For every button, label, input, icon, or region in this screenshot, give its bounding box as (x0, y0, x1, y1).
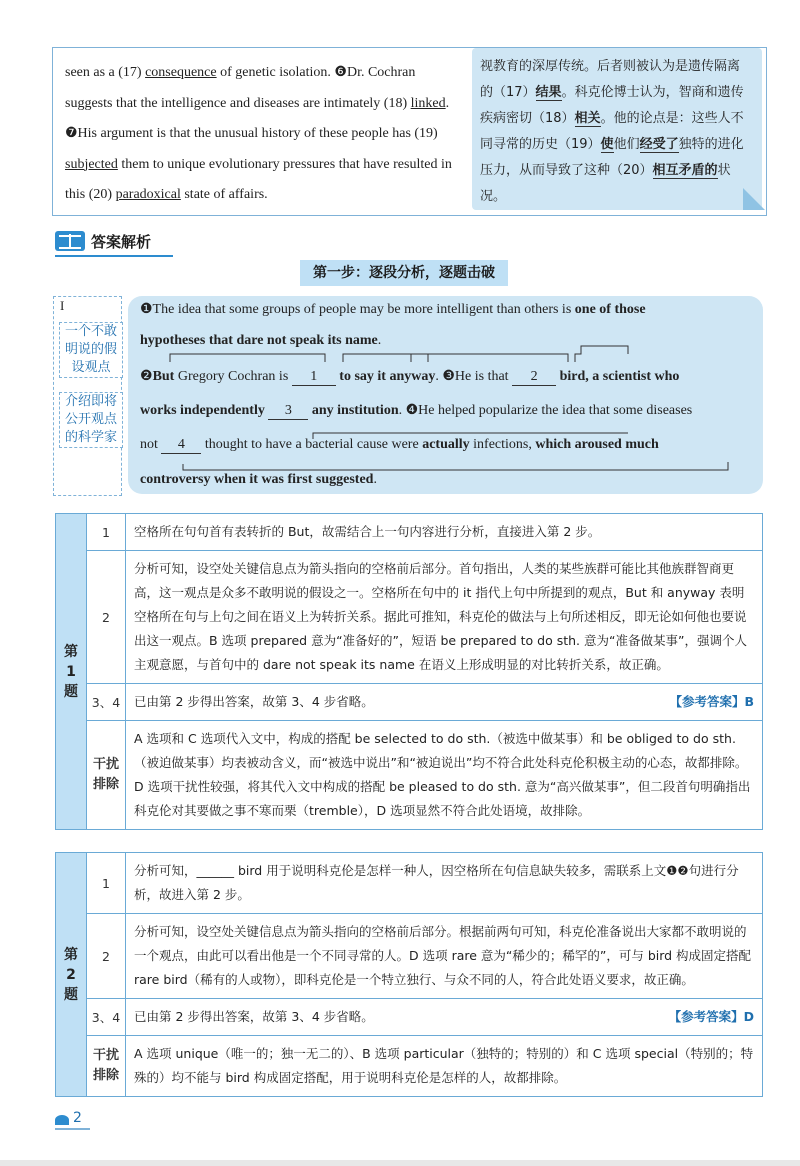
text: them to unique evolutionary pressures that have resulted in this (20) (65, 156, 452, 202)
table-row (56, 684, 763, 721)
blank-2: 2 (512, 369, 556, 386)
analysis-line-4 (140, 402, 692, 420)
question-label (56, 853, 87, 1097)
reference-answer: 【参考答案】B (669, 694, 754, 709)
bottom-edge (0, 1160, 800, 1166)
distractor-label: 干扰 排除 (87, 1036, 126, 1097)
question-label (56, 514, 87, 830)
step-number: 2 (87, 914, 126, 999)
key-phrase: say it anyway (354, 369, 436, 384)
distractor-label: 干扰 排除 (87, 721, 126, 830)
table-row (56, 999, 763, 1036)
book-icon (55, 231, 85, 251)
step-text: 分析可知，设空处关键信息点为箭头指向的空格前后部分。首句指出，人类的某些族群可能比其他族群智商更高，这一观点是众多不敢明说的假设之一。空格所在句中的 it 指代上句中所提到的观点，But 和 anyway 表明空格所在句与上句之间在语义上为转折关系。据此可推知，科克伦的做法与上句所述相反，即无论如何他也要说出这一观点。B 选项 prepared 意为“准备好的”，短语 be prepared to do sth. 意为“准备做某事”，强调个人主观意愿，与首句中的 dare not speak its name 在语义上形成明显的对比转折关系，故正确。 (126, 551, 763, 684)
key-phrase: controversy when it was first suggested (140, 472, 374, 487)
page-number-underline (55, 1128, 90, 1130)
table-row (56, 514, 763, 551)
distractor-text: A 选项和 C 选项代入文中，构成的搭配 be selected to do sth.（被选中做某事）和 be obliged to do sth.（被迫做某事）均表被动含义，而“被选中说出”和“被迫说出”均不符合此处科克伦积极主动的心态，故都排除。D 选项干扰性较强，将其代入文中构成的搭配 be pleased to do sth. 意为“高兴做某事”，但二段首句明确指出科克伦对其要做之事不寒而栗（tremble），D 选项显然不符合此处语境，故排除。 (126, 721, 763, 830)
header-underline (55, 255, 173, 257)
question-1-table (55, 513, 763, 830)
key-phrase: to (335, 369, 355, 384)
text: ❷ (140, 369, 153, 384)
text: 独特的进化压力，从而导致了这种（20） (480, 137, 744, 178)
key-word: 相关 (574, 111, 601, 126)
distractor-text: A 选项 unique（唯一的；独一无二的）、B 选项 particular（独特的；特别的）和 C 选项 special（特别的；特殊的）均不能与 bird 构成固定搭配，用于说明科克伦是怎样的人，故都排除。 (126, 1036, 763, 1097)
step-number: 2 (87, 551, 126, 684)
underlined-word: subjected (65, 156, 118, 172)
text: 。他的论点是：这些人不同寻常的历史（19） (480, 111, 744, 152)
analysis-line-1 (140, 301, 646, 318)
key-phrase: bird (556, 369, 586, 384)
analysis-line-5 (140, 437, 659, 454)
underlined-word: paradoxical (115, 187, 181, 202)
table-row (56, 1036, 763, 1097)
step-text: 空格所在句句首有表转折的 But，故需结合上一句内容进行分析，直接进入第 2 步。 (126, 514, 763, 551)
analysis-line-2 (140, 333, 381, 349)
text: 视教育的深厚传统。后者则被认为是遗传隔离的（17） (480, 59, 741, 100)
text: 他们 (613, 137, 640, 152)
text: seen as a (17) (65, 65, 146, 80)
underlined-word: consequence (145, 65, 217, 80)
page-fold-decoration (743, 188, 765, 210)
key-phrase: one of those (574, 302, 646, 317)
step-text: 分析可知，______ bird 用于说明科克伦是怎样一种人，因空格所在句信息缺失较多，需联系上文❶❷句进行分析，故进入第 2 步。 (126, 853, 763, 914)
text: Gregory Cochran is (174, 369, 292, 384)
question-2-table (55, 852, 763, 1097)
blank-1: 1 (292, 369, 336, 386)
reference-answer: 【参考答案】D (668, 1009, 754, 1024)
key-phrase: hypotheses that dare not speak its name (140, 333, 378, 348)
question-label-text: 第 2 题 (64, 946, 78, 1003)
page-number: 2 (73, 1110, 82, 1126)
step-number: 1 (87, 514, 126, 551)
key-word: 相互矛盾的 (652, 163, 718, 178)
blank-4: 4 (161, 437, 201, 454)
step-title: 第一步：逐段分析，逐题击破 (300, 260, 508, 286)
text: . ❸He is that (435, 369, 513, 384)
section-header (55, 229, 151, 253)
blank-3: 3 (268, 403, 308, 420)
step-number: 1 (87, 853, 126, 914)
table-row (56, 721, 763, 830)
key-phrase: any institution (308, 403, 399, 418)
question-label-text: 第 1 题 (64, 643, 78, 700)
step-number: 3、4 (87, 684, 126, 721)
key-phrase: which aroused much (535, 437, 659, 452)
step-number: 3、4 (87, 999, 126, 1036)
table-row (56, 914, 763, 999)
key-word: 使 (600, 137, 614, 152)
key-word: 经受了 (639, 137, 679, 152)
step-text-content: 已由第 2 步得出答案，故第 3、4 步省略。 (134, 1009, 374, 1024)
key-phrase: , a scientist who (585, 369, 680, 384)
text: . ❼His argument is that the unusual history of these people has (19) (65, 95, 450, 141)
section-title: 答案解析 (91, 232, 152, 251)
key-phrase: But (152, 369, 175, 384)
text: state of affairs. (180, 187, 268, 202)
paragraph-number: I (60, 298, 65, 313)
analysis-line-3 (140, 368, 679, 386)
text: 。科克伦博士认为，智商和遗传疾病密切（18） (480, 85, 744, 126)
text: . ❹He helped popularize the idea that some diseases (398, 403, 693, 418)
analysis-line-6 (140, 472, 377, 488)
step-text (126, 999, 763, 1036)
underlined-word: linked (410, 95, 446, 111)
step-text (126, 684, 763, 721)
text: . (373, 472, 377, 487)
table-row (56, 551, 763, 684)
key-phrase: actually (422, 437, 470, 452)
text: . (377, 333, 382, 348)
chinese-translation (472, 48, 762, 210)
text: not (140, 437, 162, 452)
key-phrase: works independently (140, 403, 269, 418)
text: thought to have a bacterial cause were (201, 437, 423, 452)
table-row (56, 853, 763, 914)
page-icon (55, 1115, 69, 1125)
step-text-content: 已由第 2 步得出答案，故第 3、4 步省略。 (134, 694, 374, 709)
arrow-annotations (128, 296, 763, 494)
side-note-scientist: 介绍即将公开观点的科学家 (59, 392, 123, 448)
text: of genetic isolation. ❻Dr. Cochran suggests that the intelligence and diseases are intimately (18) (65, 65, 416, 111)
step-text: 分析可知，设空处关键信息点为箭头指向的空格前后部分。根据前两句可知，科克伦准备说出大家都不敢明说的一个观点，由此可以看出他是一个不同寻常的人。D 选项 rare 意为“稀少的；稀罕的”，可与 bird 构成固定搭配 rare bird（稀有的人或物），即科克伦是一个特立独行、与众不同的人，符合此处语义要求，故正确。 (126, 914, 763, 999)
side-note-hypothesis: 一个不敢明说的假设观点 (59, 322, 123, 378)
key-word: 结果 (535, 85, 562, 100)
text: ❶The idea that some groups of people may be more intelligent than others is (140, 302, 575, 317)
english-passage (65, 58, 465, 211)
text: infections, (469, 437, 536, 452)
text: 状况。 (480, 163, 731, 204)
